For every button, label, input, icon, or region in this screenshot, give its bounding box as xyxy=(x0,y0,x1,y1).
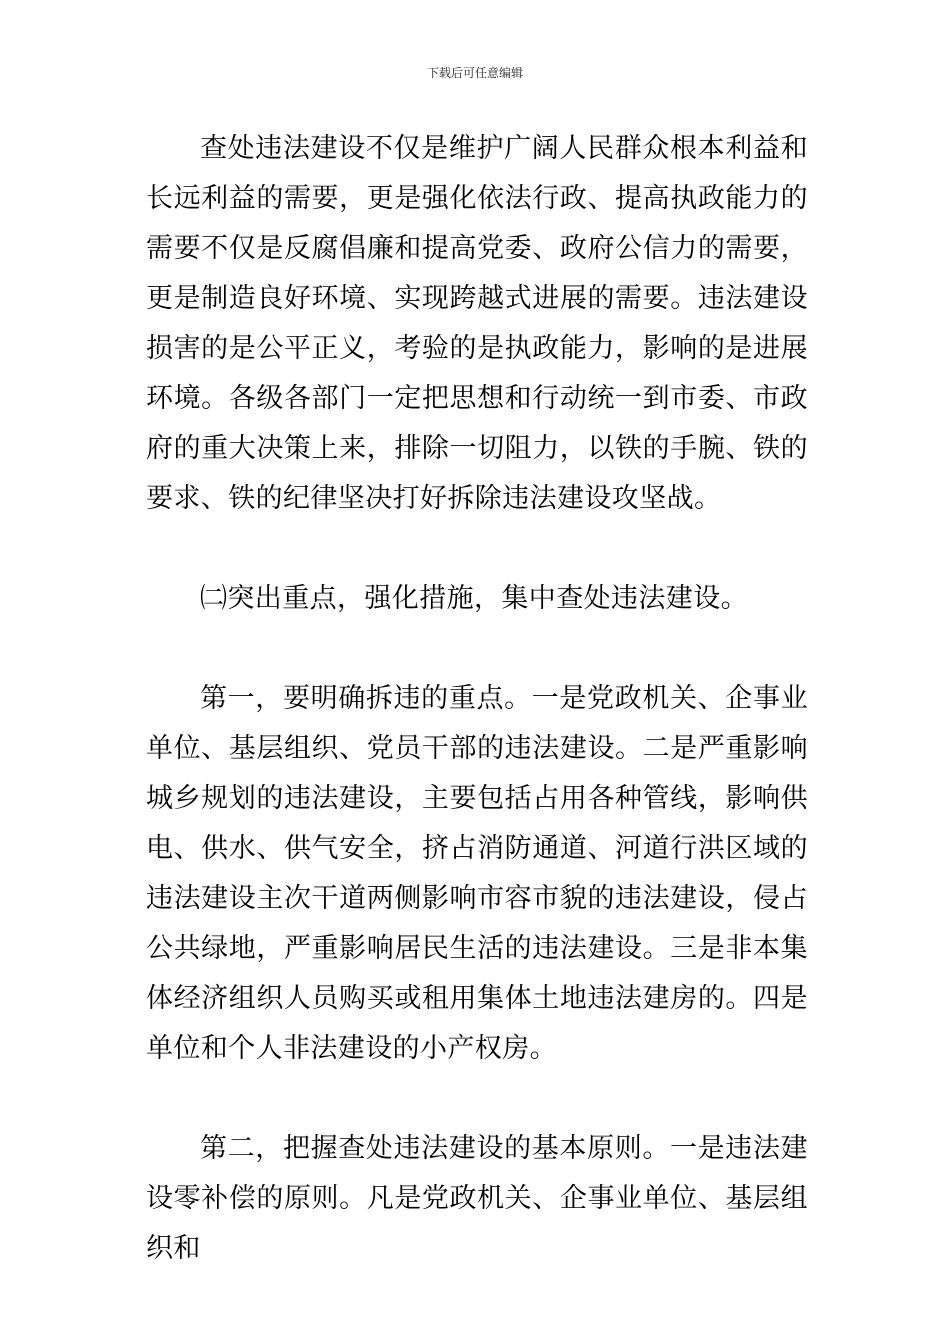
document-body xyxy=(146,124,808,1274)
paragraph-2: ㈡突出重点，强化措施，集中查处违法建设。 xyxy=(200,583,748,614)
paragraph-4: 第二，把握查处违法建设的基本原则。一是违法建设零补偿的原则。凡是党政机关、企事业单位、基层组织和 xyxy=(146,1133,808,1264)
page-header: 下载后可任意编辑 xyxy=(426,66,523,80)
paragraph-3: 第一，要明确拆违的重点。一是党政机关、企事业单位、基层组织、党员干部的违法建设。二是严重影响城乡规划的违法建设，主要包括占用各种管线，影响供电、供水、供气安全，挤占消防通道、河道行洪区域的违法建设主次干道两侧影响市容市貌的违法建设，侵占公共绿地，严重影响居民生活的违法建设。三是非本集体经济组织人员购买或租用集体土地违法建房的。四是单位和个人非法建设的小产权房。 xyxy=(146,683,808,1064)
paragraph-1: 查处违法建设不仅是维护广阔人民群众根本利益和长远利益的需要，更是强化依法行政、提高执政能力的需要不仅是反腐倡廉和提高党委、政府公信力的需要，更是制造良好环境、实现跨越式进展的需要。违法建设损害的是公平正义，考验的是执政能力，影响的是进展环境。各级各部门一定把思想和行动统一到市委、市政府的重大决策上来，排除一切阻力，以铁的手腕、铁的要求、铁的纪律坚决打好拆除违法建设攻坚战。 xyxy=(146,133,808,514)
